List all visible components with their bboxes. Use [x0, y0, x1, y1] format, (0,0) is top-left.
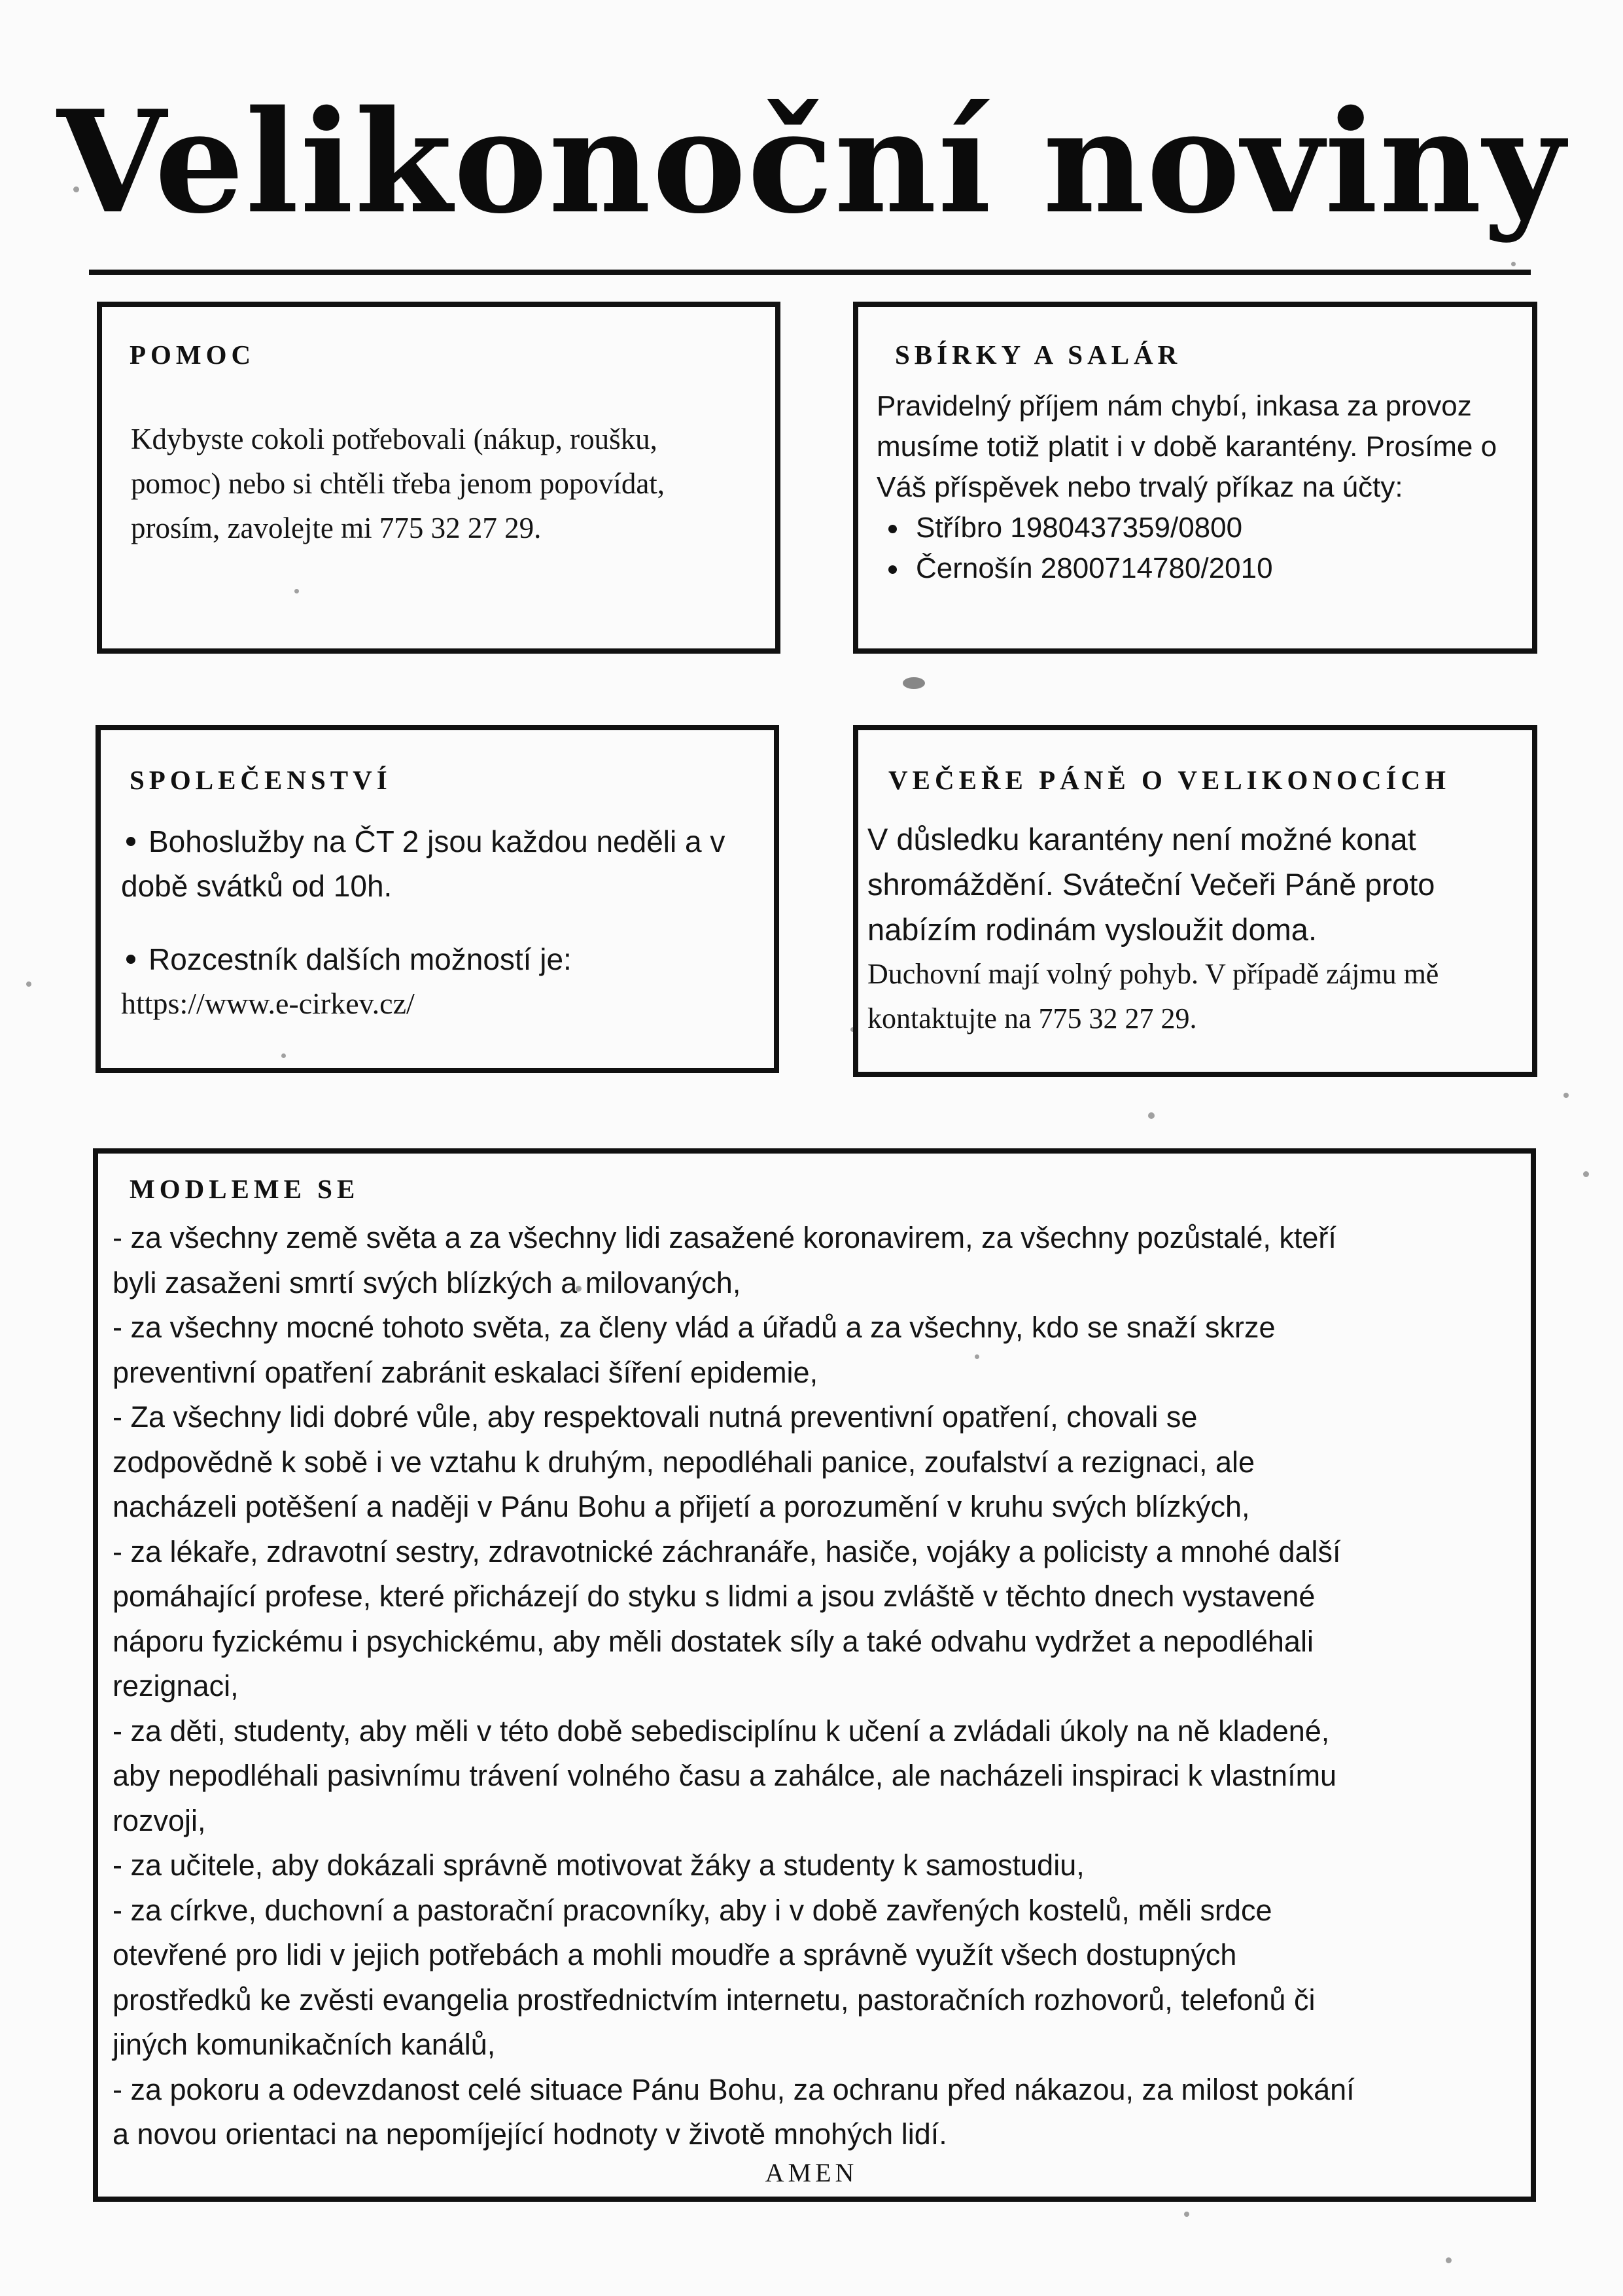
paper-speck: [26, 981, 31, 987]
prayer-line: - za pokoru a odevzdanost celé situace Pánu Bohu, za ochranu před nákazou, za milost pokání: [113, 2072, 1355, 2106]
prayer-line: otevřené pro lidi v jejich potřebách a mohli moudře a správně využít všech dostupných: [113, 1938, 1237, 1971]
spolecenstvi-item-2: Rozcestník dalších možností je:: [121, 937, 769, 981]
spolecenstvi-link[interactable]: https://www.e-cirkev.cz/: [121, 987, 415, 1020]
prayer-line: a novou orientaci na nepomíjející hodnoty v životě mnohých lidí.: [113, 2117, 947, 2151]
prayer-line: rezignaci,: [113, 1669, 239, 1703]
sbirky-paragraph: Pravidelný příjem nám chybí, inkasa za provoz musíme totiž platit i v době karantény. Prosíme o Váš příspěvek nebo trvalý příkaz na účty:: [877, 390, 1497, 503]
modleme-heading: MODLEME SE: [130, 1174, 360, 1204]
title-divider: [89, 270, 1531, 275]
pomoc-text: Kdybyste cokoli potřebovali (nákup, roušku, pomoc) nebo si chtěli třeba jenom popovídat, prosím, zavolejte mi 775 32 27 29.: [131, 423, 665, 544]
prayer-line: preventivní opatření zabránit eskalaci šíření epidemie,: [113, 1355, 818, 1389]
paper-speck: [1583, 1171, 1589, 1177]
bullet-icon: [126, 837, 135, 846]
prayer-line: zodpovědně k sobě i ve vztahu k druhým, nepodléhali panice, zoufalství a rezignaci, ale: [113, 1445, 1255, 1479]
prayer-line: - za církve, duchovní a pastorační pracovníky, aby i v době zavřených kostelů, měli srdce: [113, 1893, 1272, 1927]
paper-speck: [1184, 2212, 1189, 2217]
prayer-line: byli zasaženi smrtí svých blízkých a milovaných,: [113, 1265, 741, 1299]
amen-label: AMEN: [765, 2158, 858, 2187]
prayer-line: - za učitele, aby dokázali správně motivovat žáky a studenty k samostudiu,: [113, 1848, 1085, 1882]
prayer-line: jiných komunikačních kanálů,: [113, 2028, 496, 2061]
prayer-line: náporu fyzickému i psychickému, aby měli dostatek síly a také odvahu vydržet a nepodléhali: [113, 1624, 1314, 1658]
prayer-line: prostředků ke zvěsti evangelia prostřednictvím internetu, pastoračních rozhovorů, telefonů či: [113, 1983, 1316, 2017]
list-item: Stříbro 1980437359/0800: [877, 508, 1524, 548]
vecere-paragraph: V důsledku karantény není možné konat shromáždění. Sváteční Večeři Páně proto nabízím rodinám vysloužit doma.: [867, 822, 1435, 947]
sbirky-text: [877, 386, 1524, 589]
prayer-line: rozvoji,: [113, 1803, 206, 1837]
prayer-line: - za všechny země světa a za všechny lidi zasažené koronavirem, za všechny pozůstalé, kteří: [113, 1221, 1336, 1254]
pomoc-heading: POMOC: [130, 340, 256, 370]
page-title: Velikonoční noviny: [57, 79, 1566, 245]
list-item: Černošín 2800714780/2010: [877, 548, 1524, 589]
account-list: [877, 508, 1524, 589]
spolecenstvi-heading: SPOLEČENSTVÍ: [130, 765, 392, 795]
vecere-heading: VEČEŘE PÁNĚ O VELIKONOCÍCH: [888, 765, 1450, 795]
paper-speck: [1563, 1093, 1569, 1098]
prayer-line: - Za všechny lidi dobré vůle, aby respektovali nutná preventivní opatření, chovali se: [113, 1400, 1198, 1434]
sbirky-heading: SBÍRKY A SALÁR: [895, 340, 1182, 370]
prayer-line: - za lékaře, zdravotní sestry, zdravotnické záchranáře, hasiče, vojáky a policisty a mnohé další: [113, 1534, 1341, 1568]
prayer-line: aby nepodléhali pasivnímu trávení volného času a zahálce, ale nacházeli inspiraci k vlastnímu: [113, 1759, 1337, 1792]
spolecenstvi-item-1: Bohoslužby na ČT 2 jsou každou neděli a v době svátků od 10h.: [121, 824, 725, 903]
paper-speck: [903, 677, 925, 689]
paper-speck: [1148, 1112, 1155, 1119]
paper-speck: [1446, 2257, 1452, 2263]
spolecenstvi-text: [121, 819, 769, 1026]
prayer-text: [113, 1216, 1526, 2157]
prayer-line: - za všechny mocné tohoto světa, za členy vlád a úřadů a za všechny, kdo se snaží skrze: [113, 1311, 1276, 1344]
vecere-text: [867, 817, 1522, 1041]
bullet-icon: [126, 955, 135, 964]
prayer-line: nacházeli potěšení a naději v Pánu Bohu a přijetí a porozumění v kruhu svých blízkých,: [113, 1490, 1250, 1523]
vecere-contact: Duchovní mají volný pohyb. V případě zájmu mě kontaktujte na 775 32 27 29.: [867, 958, 1439, 1034]
prayer-line: - za děti, studenty, aby měli v této době sebedisciplínu k učení a zvládali úkoly na ně kladené,: [113, 1714, 1330, 1748]
paper-speck: [1511, 262, 1516, 266]
prayer-line: pomáhající profese, které přicházejí do styku s lidmi a jsou zvláště v těchto dnech vystavené: [113, 1580, 1316, 1613]
